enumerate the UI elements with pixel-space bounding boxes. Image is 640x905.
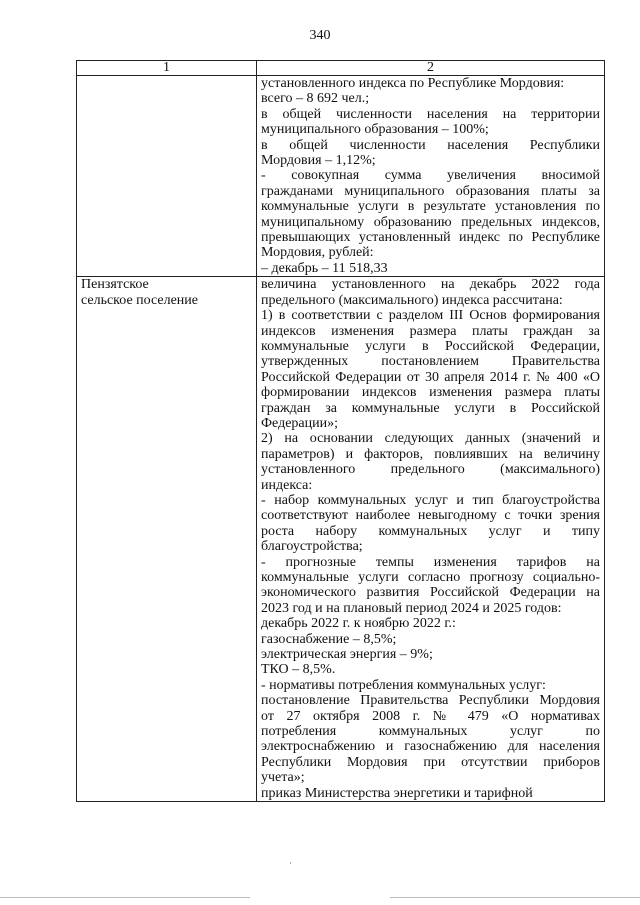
description-cell [257,277,605,802]
text-line: всего – 8 692 чел.; [261,91,370,107]
text-line: предельного (максимального) индекса рассчитана: [261,292,563,308]
text-line: учета»; [261,770,305,786]
text-line: газоснабжение – 8,5%; [261,631,397,647]
text-line: величина установленного на декабрь 2022 года [261,277,600,293]
table-row [77,277,605,802]
page-number: 340 [309,28,331,43]
text-line: постановление Правительства Республики Мордовия [261,693,600,709]
text-line: потребления коммунальных услуг по [261,724,600,740]
text-line: гражданами муниципального образования платы за [261,183,600,199]
text-line: 2023 год и на плановый период 2024 и 2025 годов: [261,600,562,616]
text-line: коммунальные услуги в результате установления по [261,199,600,215]
text-line: 2) на основании следующих данных (значений и [261,431,600,447]
text-line: от 27 октября 2008 г. № 479 «О нормативах [261,708,600,724]
text-line: - совокупная сумма увеличения вносимой [261,168,600,184]
municipality-cell [77,76,257,277]
text-line: - прогнозные темпы изменения тарифов на [261,554,600,570]
text-line: роста набору коммунальных услуг и типу [261,523,600,539]
stray-mark: · [289,858,292,868]
text-line: - нормативы потребления коммунальных услуг: [261,677,546,693]
text-line: в общей численности населения Республики [261,137,600,153]
bottom-rule-right [390,897,640,898]
text-line: индексов изменения размера платы граждан за [261,323,600,339]
text-line: декабрь 2022 г. к ноябрю 2022 г.: [261,616,456,632]
text-line: превышающих установленный индекс по Республике [261,230,600,246]
municipality-cell [77,277,257,802]
text-line: Пензятское [81,277,149,293]
document-table [76,60,605,802]
table-row [77,76,605,277]
text-line: муниципального образования – 100%; [261,122,489,138]
text-line: установленного индекса по Республике Мордовия: [261,76,565,91]
table-header-row [77,61,605,76]
description-cell [257,76,605,277]
text-line: благоустройства; [261,539,363,555]
text-line: формировании индексов изменения размера платы [261,385,600,401]
text-line: ТКО – 8,5%. [261,662,336,678]
text-line: – декабрь – 11 518,33 [261,260,388,276]
text-line: экономического развития Российской Федерации на [261,585,600,601]
text-line: Российской Федерации от 30 апреля 2014 г. № 400 «О [261,369,600,385]
text-line: муниципальному образованию предельных индексов, [261,214,600,230]
text-line: Федерации»; [261,415,339,431]
text-line: коммунальные услуги согласно прогнозу социально- [261,570,600,585]
text-line: приказ Министерства энергетики и тарифной [261,785,533,801]
column-header-1: 1 [77,61,257,76]
bottom-rule-left [0,897,250,898]
text-line: соответствуют наиболее невыгодному с точки зрения [261,508,600,524]
text-line: Республики Мордовия при отсутствии приборов [261,754,600,770]
text-line: коммунальные услуги в Российской Федерации, [261,338,600,354]
text-line: утвержденных постановлением Правительства [261,354,600,370]
text-line: параметров) и факторов, повлиявших на величину [261,446,600,462]
text-line: в общей численности населения на территории [261,106,600,122]
text-line: 1) в соответствии с разделом III Основ формирования [261,308,600,324]
column-header-2: 2 [257,61,605,76]
text-line: электрическая энергия – 9%; [261,647,433,663]
text-line: Мордовия, рублей: [261,245,374,261]
text-line: сельское поселение [81,292,198,308]
text-line: граждан за коммунальные услуги в Российской [261,400,600,416]
text-line: - набор коммунальных услуг и тип благоустройства [261,492,600,508]
text-line: Мордовия – 1,12%; [261,153,376,169]
text-line: электроснабжению и газоснабжению для населения [261,739,600,755]
text-line: установленного предельного (максимального) [261,462,600,478]
text-line: индекса: [261,477,313,493]
